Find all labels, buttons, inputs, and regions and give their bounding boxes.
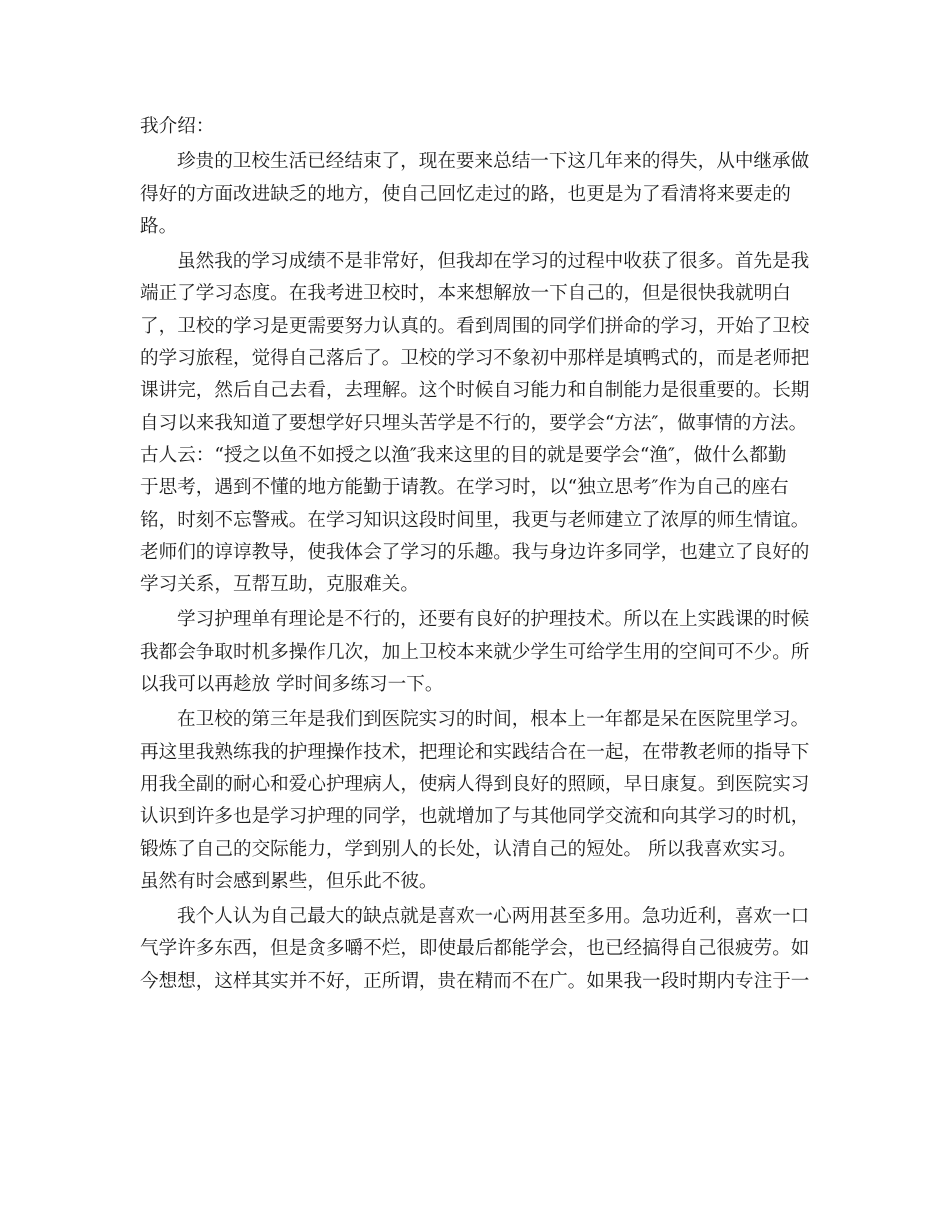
paragraph-line: 以我可以再趁放 学时间多练习一下。	[140, 674, 444, 696]
paragraph-line: 的学习旅程，觉得自己落后了。卫校的学习不象初中那样是填鸭式的，而是老师把	[140, 348, 810, 370]
document-body	[140, 111, 812, 998]
paragraph-line: 古人云：“授之以鱼不如授之以渔″我来这里的目的就是要学会“渔″，做什么都勤	[140, 444, 787, 466]
paragraph-line: 珍贵的卫校生活已经结束了，现在要来总结一下这几年来的得失，从中继承做	[177, 151, 810, 173]
paragraph-line: 我个人认为自己最大的缺点就是喜欢一心两用甚至多用。急功近利，喜欢一口	[177, 906, 810, 928]
paragraph-line: 锻炼了自己的交际能力，学到别人的长处，认清自己的短处。 所以我喜欢实习。	[140, 838, 797, 860]
document-heading: 我介绍：	[140, 116, 215, 137]
paragraph-line: 得好的方面改进缺乏的地方，使自己回忆走过的路，也更是为了看清将来要走的	[140, 183, 791, 205]
paragraph-line: 于思考，遇到不懂的地方能勤于请教。在学习时，以“独立思考″作为自己的座右	[140, 477, 789, 499]
paragraph-line: 今想想，这样其实并不好，正所谓，贵在精而不在广。如果我一段时期内专注于一	[140, 970, 810, 992]
paragraph-line: 课讲完，然后自己去看，去理解。这个时候自习能力和自制能力是很重要的。长期	[140, 380, 810, 402]
paragraph-line: 虽然我的学习成绩不是非常好，但我却在学习的过程中收获了很多。首先是我	[177, 251, 810, 273]
paragraph-line: 认识到许多也是学习护理的同学，也就增加了与其他同学交流和向其学习的时机，	[140, 806, 810, 828]
paragraph-line: 气学许多东西，但是贪多嚼不烂，即使最后都能学会，也已经搞得自己很疲劳。如	[140, 938, 810, 960]
paragraph-line: 学习护理单有理论是不行的，还要有良好的护理技术。所以在上实践课的时候	[177, 609, 810, 631]
paragraph-line: 自习以来我知道了要想学好只埋头苦学是不行的，要学会“方法″，做事情的方法。	[140, 412, 808, 434]
paragraph-line: 老师们的谆谆教导，使我体会了学习的乐趣。我与身边许多同学，也建立了良好的	[140, 541, 810, 563]
paragraph-line: 铭，时刻不忘警戒。在学习知识这段时间里，我更与老师建立了浓厚的师生情谊。	[140, 509, 810, 531]
paragraph-line: 再这里我熟练我的护理操作技术，把理论和实践结合在一起，在带教老师的指导下	[140, 741, 810, 763]
paragraph-line: 用我全副的耐心和爱心护理病人，使病人得到良好的照顾，早日康复。到医院实习	[140, 773, 810, 795]
paragraph-line: 端正了学习态度。在我考进卫校时，本来想解放一下自己的，但是很快我就明白	[140, 283, 791, 305]
paragraph-line: 我都会争取时机多操作几次，加上卫校本来就少学生可给学生用的空间可不少。所	[140, 641, 810, 663]
paragraph-line: 路。	[140, 215, 178, 237]
paragraph-line: 虽然有时会感到累些，但乐此不彼。	[140, 870, 438, 892]
paragraph-line: 在卫校的第三年是我们到医院实习的时间，根本上一年都是呆在医院里学习。	[177, 709, 810, 731]
paragraph-line: 学习关系，互帮互助，克服难关。	[140, 574, 419, 596]
paragraph-line: 了，卫校的学习是更需要努力认真的。看到周围的同学们拼命的学习，开始了卫校	[140, 315, 810, 337]
